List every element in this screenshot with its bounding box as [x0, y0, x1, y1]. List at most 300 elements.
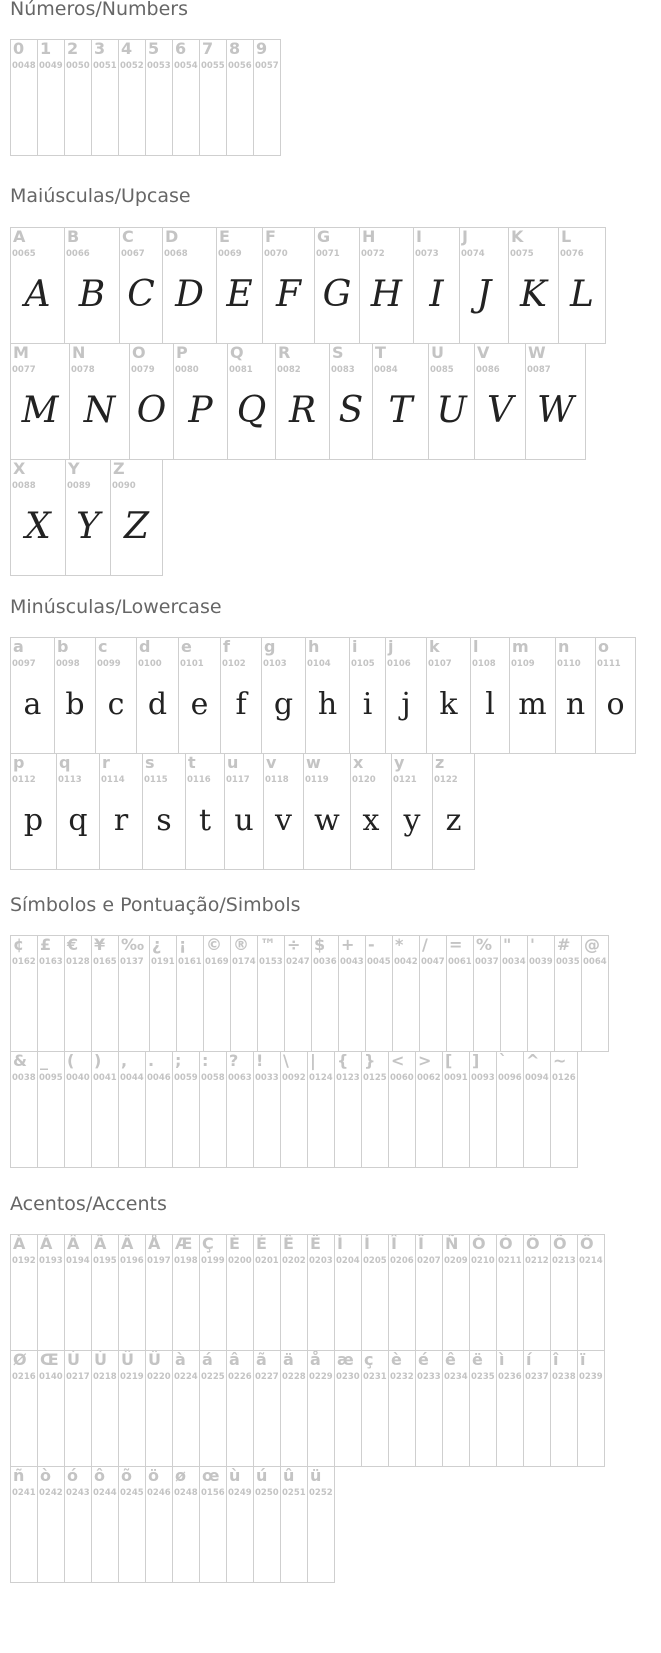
glyph-sample: O — [136, 390, 167, 431]
character-label: 4 — [121, 39, 133, 58]
character-code: 0102 — [222, 659, 246, 669]
character-label: õ — [121, 1466, 132, 1485]
character-code: 0137 — [120, 957, 144, 967]
character-code: 0206 — [390, 1256, 414, 1266]
character-label: y — [394, 753, 405, 772]
glyph-cell — [199, 1051, 227, 1168]
glyph-cell — [329, 343, 373, 460]
glyph-cell — [280, 1350, 308, 1467]
character-label: ü — [310, 1466, 322, 1485]
character-label: ñ — [13, 1466, 25, 1485]
glyph-cell — [149, 935, 177, 1052]
character-code: 0119 — [305, 775, 329, 785]
character-label: U — [431, 343, 444, 362]
character-code: 0067 — [121, 249, 145, 259]
character-code: 0090 — [112, 481, 136, 491]
character-label: Ó — [499, 1234, 513, 1253]
glyph-cell — [253, 1350, 281, 1467]
character-code: 0097 — [12, 659, 36, 669]
glyph-cell — [334, 1051, 362, 1168]
glyph-cell — [145, 1466, 173, 1583]
character-code: 0153 — [259, 957, 283, 967]
character-label: Í — [364, 1234, 370, 1253]
glyph-cell — [199, 1234, 227, 1351]
glyph-cell — [361, 1350, 389, 1467]
character-label: å — [310, 1350, 321, 1369]
glyph-cell — [172, 1051, 200, 1168]
character-label: ç — [364, 1350, 374, 1369]
character-label: ö — [148, 1466, 159, 1485]
glyph-sample: L — [570, 274, 594, 315]
character-label: b — [57, 637, 69, 656]
character-code: 0111 — [597, 659, 621, 669]
glyph-sample: Q — [236, 390, 267, 431]
character-label: Û — [121, 1350, 134, 1369]
character-label: û — [283, 1466, 295, 1485]
glyph-cell — [311, 935, 339, 1052]
glyph-cell — [385, 637, 427, 754]
character-code: 0199 — [201, 1256, 225, 1266]
character-label: o — [598, 637, 609, 656]
character-code: 0065 — [12, 249, 36, 259]
character-code: 0055 — [201, 61, 225, 71]
character-code: 0066 — [66, 249, 90, 259]
glyph-cell — [275, 343, 330, 460]
character-code: 0101 — [180, 659, 204, 669]
character-code: 0057 — [255, 61, 279, 71]
section-title-lowercase: Minúsculas/Lowercase — [10, 596, 222, 618]
glyph-cell — [307, 1051, 335, 1168]
character-code: 0234 — [444, 1372, 468, 1382]
glyph-grid-upcase — [10, 227, 605, 575]
glyph-sample: Z — [123, 506, 149, 547]
character-code: 0086 — [476, 365, 500, 375]
character-label: S — [332, 343, 344, 362]
character-code: 0035 — [556, 957, 580, 967]
character-label: m — [512, 637, 529, 656]
glyph-cell — [227, 343, 276, 460]
glyph-sample: e — [190, 687, 209, 722]
character-code: 0048 — [12, 61, 36, 71]
glyph-cell — [253, 1466, 281, 1583]
character-code: 0046 — [147, 1073, 171, 1083]
glyph-cell — [413, 227, 460, 344]
glyph-cell — [257, 935, 285, 1052]
glyph-cell — [145, 1051, 173, 1168]
glyph-sample: j — [401, 687, 411, 722]
character-label: E — [219, 227, 230, 246]
glyph-cell — [303, 753, 351, 870]
character-label: Œ — [40, 1350, 59, 1369]
glyph-cell — [338, 935, 366, 1052]
character-code: 0044 — [120, 1073, 144, 1083]
character-code: 0033 — [255, 1073, 279, 1083]
glyph-sample: T — [388, 390, 413, 431]
character-label: { — [337, 1051, 349, 1070]
character-label: ã — [256, 1350, 267, 1369]
character-label: ø — [175, 1466, 186, 1485]
character-code: 0042 — [394, 957, 418, 967]
glyph-row — [10, 227, 605, 344]
glyph-cell — [172, 39, 200, 156]
glyph-sample: i — [362, 687, 373, 722]
character-code: 0089 — [67, 481, 91, 491]
character-label: ) — [94, 1051, 102, 1070]
character-label: / — [422, 935, 428, 954]
glyph-sample: W — [536, 390, 574, 431]
glyph-grid-accents — [10, 1234, 604, 1582]
character-code: 0096 — [498, 1073, 522, 1083]
glyph-cell — [595, 637, 636, 754]
character-code: 0121 — [393, 775, 417, 785]
glyph-cell — [178, 637, 221, 754]
glyph-cell — [172, 1234, 200, 1351]
character-code: 0059 — [174, 1073, 198, 1083]
glyph-cell — [10, 343, 70, 460]
glyph-cell — [129, 343, 174, 460]
character-label: T — [375, 343, 386, 362]
glyph-sample: Y — [76, 506, 100, 547]
character-label: ä — [283, 1350, 294, 1369]
glyph-cell — [496, 1234, 524, 1351]
glyph-sample: z — [445, 803, 462, 838]
character-label: £ — [40, 935, 52, 954]
character-label: ë — [472, 1350, 483, 1369]
character-label: . — [148, 1051, 155, 1070]
glyph-cell — [442, 1350, 470, 1467]
character-code: 0117 — [226, 775, 250, 785]
glyph-cell — [118, 1466, 146, 1583]
character-code: 0217 — [66, 1372, 90, 1382]
character-label: u — [227, 753, 239, 772]
character-label: Ù — [67, 1350, 80, 1369]
character-label: P — [176, 343, 188, 362]
character-code: 0072 — [361, 249, 385, 259]
character-code: 0224 — [174, 1372, 198, 1382]
character-label: Ö — [580, 1234, 594, 1253]
character-code: 0092 — [282, 1073, 306, 1083]
glyph-cell — [361, 1051, 389, 1168]
glyph-cell — [10, 227, 65, 344]
character-label: a — [13, 637, 24, 656]
glyph-cell — [10, 753, 57, 870]
character-code: 0225 — [201, 1372, 225, 1382]
glyph-cell — [388, 1350, 416, 1467]
glyph-cell — [119, 227, 163, 344]
character-code: 0241 — [12, 1488, 36, 1498]
character-code: 0247 — [286, 957, 310, 967]
glyph-cell — [469, 1234, 497, 1351]
glyph-cell — [555, 637, 596, 754]
glyph-cell — [37, 935, 65, 1052]
glyph-sample: S — [338, 390, 364, 431]
character-label: x — [353, 753, 364, 772]
character-label: K — [511, 227, 524, 246]
glyph-row — [10, 1234, 604, 1351]
character-code: 0124 — [309, 1073, 333, 1083]
character-code: 0196 — [120, 1256, 144, 1266]
glyph-cell — [361, 1234, 389, 1351]
character-label: Ú — [94, 1350, 107, 1369]
character-label: _ — [40, 1051, 48, 1070]
character-code: 0201 — [255, 1256, 279, 1266]
character-label: ` — [499, 1051, 507, 1070]
character-code: 0095 — [39, 1073, 63, 1083]
character-code: 0036 — [313, 957, 337, 967]
glyph-sample: n — [565, 687, 586, 722]
glyph-cell — [391, 753, 433, 870]
character-code: 0243 — [66, 1488, 90, 1498]
glyph-cell — [496, 1350, 524, 1467]
glyph-cell — [432, 753, 475, 870]
glyph-cell — [220, 637, 262, 754]
glyph-cell — [508, 227, 559, 344]
glyph-sample: k — [439, 687, 458, 722]
character-code: 0088 — [12, 481, 36, 491]
glyph-cell — [173, 343, 228, 460]
glyph-sample: V — [487, 390, 513, 431]
character-code: 0118 — [265, 775, 289, 785]
character-code: 0236 — [498, 1372, 522, 1382]
glyph-cell — [428, 343, 475, 460]
character-code: 0192 — [12, 1256, 36, 1266]
glyph-cell — [176, 935, 204, 1052]
glyph-cell — [280, 1234, 308, 1351]
glyph-row — [10, 39, 280, 156]
character-label: â — [229, 1350, 240, 1369]
glyph-cell — [136, 637, 179, 754]
character-label: W — [528, 343, 546, 362]
glyph-sample: d — [147, 687, 168, 722]
character-code: 0197 — [147, 1256, 171, 1266]
character-label: ú — [256, 1466, 268, 1485]
glyph-grid-numbers — [10, 39, 280, 155]
glyph-row — [10, 1466, 604, 1583]
character-code: 0216 — [12, 1372, 36, 1382]
character-label: : — [202, 1051, 209, 1070]
character-label: Q — [230, 343, 244, 362]
glyph-cell — [172, 1350, 200, 1467]
glyph-cell — [446, 935, 474, 1052]
glyph-sample: a — [23, 687, 42, 722]
glyph-cell — [253, 1234, 281, 1351]
glyph-row — [10, 1051, 608, 1168]
character-code: 0245 — [120, 1488, 144, 1498]
glyph-sample: y — [403, 803, 421, 838]
character-label: Æ — [175, 1234, 193, 1253]
character-code: 0076 — [560, 249, 584, 259]
character-code: 0106 — [387, 659, 411, 669]
character-code: 0219 — [120, 1372, 144, 1382]
glyph-cell — [145, 1350, 173, 1467]
character-code: 0074 — [461, 249, 485, 259]
character-label: v — [266, 753, 277, 772]
glyph-sample: v — [275, 803, 292, 838]
character-label: á — [202, 1350, 213, 1369]
glyph-cell — [118, 935, 150, 1052]
glyph-cell — [118, 1234, 146, 1351]
character-label: ? — [229, 1051, 239, 1070]
character-label: * — [395, 935, 404, 954]
character-label: Ì — [337, 1234, 343, 1253]
character-code: 0040 — [66, 1073, 90, 1083]
character-code: 0122 — [434, 775, 458, 785]
character-code: 0081 — [229, 365, 253, 375]
character-label: Â — [67, 1234, 80, 1253]
character-code: 0230 — [336, 1372, 360, 1382]
glyph-cell — [10, 1350, 38, 1467]
character-label: + — [341, 935, 355, 954]
character-code: 0126 — [552, 1073, 576, 1083]
character-label: O — [132, 343, 146, 362]
character-code: 0069 — [218, 249, 242, 259]
glyph-cell — [253, 1051, 281, 1168]
character-code: 0250 — [255, 1488, 279, 1498]
glyph-cell — [415, 1051, 443, 1168]
glyph-cell — [118, 1350, 146, 1467]
character-label: s — [145, 753, 155, 772]
character-code: 0051 — [93, 61, 117, 71]
glyph-cell — [10, 1466, 38, 1583]
character-label: è — [391, 1350, 402, 1369]
character-label: c — [98, 637, 108, 656]
glyph-cell — [91, 1466, 119, 1583]
character-label: V — [477, 343, 490, 362]
character-code: 0047 — [421, 957, 445, 967]
character-code: 0062 — [417, 1073, 441, 1083]
glyph-cell — [334, 1234, 362, 1351]
character-label: # — [557, 935, 571, 954]
character-label: ] — [472, 1051, 480, 1070]
glyph-cell — [307, 1466, 335, 1583]
character-code: 0251 — [282, 1488, 306, 1498]
character-code: 0034 — [502, 957, 526, 967]
glyph-cell — [550, 1350, 578, 1467]
character-code: 0191 — [151, 957, 175, 967]
character-code: 0194 — [66, 1256, 90, 1266]
character-code: 0094 — [525, 1073, 549, 1083]
character-label: Õ — [553, 1234, 567, 1253]
glyph-cell — [10, 1051, 38, 1168]
glyph-cell — [388, 1051, 416, 1168]
character-code: 0200 — [228, 1256, 252, 1266]
character-code: 0039 — [529, 957, 553, 967]
glyph-sample: R — [288, 390, 317, 431]
character-label: Ô — [526, 1234, 540, 1253]
character-label: N — [72, 343, 86, 362]
character-label: Î — [391, 1234, 397, 1253]
glyph-sample: w — [314, 803, 340, 838]
glyph-cell — [392, 935, 420, 1052]
glyph-sample: M — [21, 390, 59, 431]
section-title-numbers: Números/Numbers — [10, 0, 188, 20]
glyph-sample: p — [23, 803, 44, 838]
character-code: 0252 — [309, 1488, 333, 1498]
character-label: $ — [314, 935, 326, 954]
glyph-cell — [199, 39, 227, 156]
glyph-cell — [99, 753, 143, 870]
character-label: [ — [445, 1051, 453, 1070]
character-label: ‰ — [121, 935, 145, 954]
glyph-cell — [145, 39, 173, 156]
glyph-cell — [10, 637, 55, 754]
character-code: 0165 — [93, 957, 117, 967]
character-label: - — [368, 935, 375, 954]
character-code: 0060 — [390, 1073, 414, 1083]
character-code: 0115 — [144, 775, 168, 785]
glyph-sample: X — [25, 506, 51, 547]
character-code: 0084 — [374, 365, 398, 375]
glyph-cell — [554, 935, 582, 1052]
character-label: À — [13, 1234, 26, 1253]
glyph-cell — [280, 1051, 308, 1168]
character-label: " — [503, 935, 512, 954]
glyph-sample: l — [485, 687, 495, 722]
glyph-cell — [550, 1234, 578, 1351]
character-code: 0207 — [417, 1256, 441, 1266]
character-label: É — [256, 1234, 267, 1253]
character-label: Ã — [94, 1234, 107, 1253]
character-label: q — [59, 753, 71, 772]
character-code: 0209 — [444, 1256, 468, 1266]
character-code: 0075 — [510, 249, 534, 259]
glyph-cell — [442, 1234, 470, 1351]
character-code: 0242 — [39, 1488, 63, 1498]
character-label: D — [165, 227, 179, 246]
character-code: 0113 — [58, 775, 82, 785]
character-label: Ê — [283, 1234, 294, 1253]
glyph-cell — [415, 1234, 443, 1351]
glyph-row — [10, 935, 608, 1052]
character-code: 0063 — [228, 1073, 252, 1083]
character-code: 0083 — [331, 365, 355, 375]
character-code: 0128 — [66, 957, 90, 967]
character-label: e — [181, 637, 192, 656]
glyph-sample: b — [65, 687, 85, 722]
character-label: > — [418, 1051, 432, 1070]
glyph-cell — [118, 39, 146, 156]
glyph-cell — [64, 1466, 92, 1583]
character-label: Ø — [13, 1350, 27, 1369]
character-code: 0193 — [39, 1256, 63, 1266]
glyph-cell — [509, 637, 556, 754]
glyph-cell — [470, 637, 510, 754]
glyph-cell — [474, 343, 526, 460]
character-label: d — [139, 637, 151, 656]
glyph-cell — [64, 227, 120, 344]
glyph-sample: E — [226, 274, 253, 315]
glyph-cell — [199, 1466, 227, 1583]
character-code: 0205 — [363, 1256, 387, 1266]
character-code: 0109 — [511, 659, 535, 669]
glyph-cell — [500, 935, 528, 1052]
character-label: X — [13, 459, 26, 478]
character-code: 0198 — [174, 1256, 198, 1266]
character-label: 0 — [13, 39, 25, 58]
glyph-cell — [37, 39, 65, 156]
glyph-sample: G — [322, 274, 352, 315]
character-label: È — [229, 1234, 240, 1253]
glyph-cell — [261, 637, 306, 754]
character-code: 0161 — [178, 957, 202, 967]
glyph-sample: U — [436, 390, 467, 431]
glyph-cell — [226, 1051, 254, 1168]
character-label: à — [175, 1350, 186, 1369]
glyph-sample: J — [476, 274, 492, 315]
character-code: 0085 — [430, 365, 454, 375]
character-label: , — [121, 1051, 128, 1070]
character-label: ' — [530, 935, 535, 954]
